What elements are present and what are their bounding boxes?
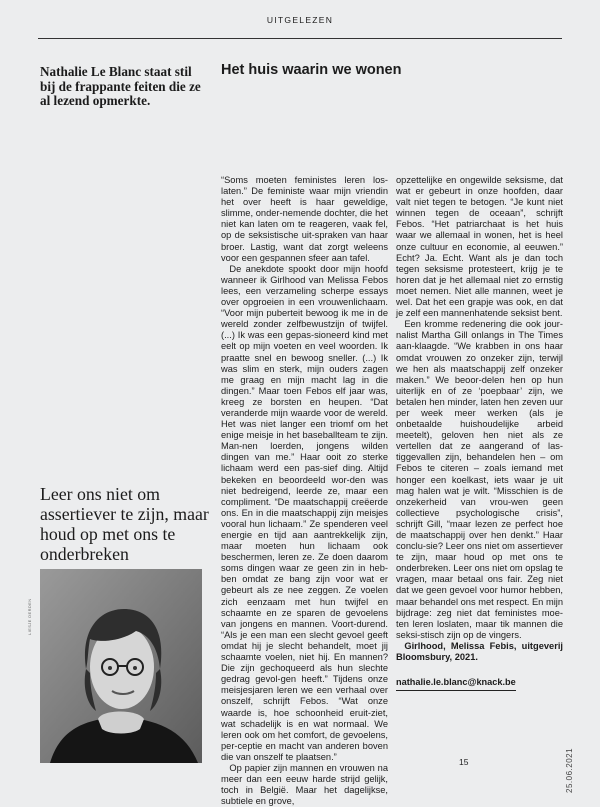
article-title: Het huis waarin we wonen [221, 62, 402, 78]
section-label: UITGELEZEN [266, 15, 334, 25]
issue-date: 25.06.2021 [565, 747, 574, 793]
intro-text: Nathalie Le Blanc staat stil bij de frappante feiten die ze al lezend opmerkte. [40, 64, 201, 108]
paragraph: “Soms moeten feministes leren los-laten.” De feministe waar mijn vriendin het over heeft is haar geweldige, slimme, onder-nemende dochter, die het niet kan laten om te reageren, vaak fel, op de seksistische uit-spraken van haar broer. Lastig, want dat zorgt weleens voor een gespannen sfeer aan tafel. [221, 175, 388, 263]
paragraph: De anekdote spookt door mijn hoofd wanneer ik Girlhood van Melissa Febos lees, een verzameling scherpe essays over opgroeien in een vrouwenlichaam. “Voor mijn puberteit bewoog ik me in de wereld zonder zelfbewustzijn of twijfel. (...) Ik was een gepas-sioneerd kind met eelt op mijn voeten en veel woorden. Ik praatte snel en bewoog sneller. (...) Ik was slim en sterk, mijn ouders zagen me graag en mijn macht lag in die dingen.” Maar toen Febos elf jaar was, kreeg ze borsten en heupen. “Dat veranderde mijn waarde voor de wereld. Het was niet langer een triomf om het enige meisje in het baseballteam te zijn. Man-nen loerden, jongens wilden dingen van me.” Haar ooit zo sterke lichaam werd een pas-sief ding. Altijd bekeken en beoordeeld wor-den was niet bedreigend, leerde ze, maar een compliment. “De maatschappij creëerde ons. En in die maatschappij zijn meisjes vooral hun lichaam.” Ze spenderen veel energie en tijd aan aantrekkelijk zijn, maar moeten hun lichaam ook beschermen, leren ze. Ze doen daarom soms dingen waar ze geen zin in heb-ben omdat ze bang zijn voor wat er gebeurt als ze nee zeggen. Ze voelen zich eenzaam met hun twijfel en schaamte en ze sparen de gevoelens van jongens en mannen. Voort-durend. “Als je een man een slecht gevoel geeft omdat hij je slecht behandelt, moet jij schaamte voelen, niet hij. En mannen? Die zijn gechoqueerd als hun slechte gedrag gevol-gen heeft.” Tijdens onze meisjesjaren leren we een verhaal over onszelf, schrijft Febos. “Wat onze waarde is, hoe schoonheid eruit-ziet, wat schadelijk is en wat normaal. We leren ook om het comfort, de gevoelens, per-ceptie en macht van anderen boven die van onszelf te plaatsen.” [221, 263, 388, 762]
author-email-link[interactable]: nathalie.le.blanc@knack.be [396, 677, 516, 691]
pull-quote: Leer ons niet om assertiever te zijn, maar houd op met ons te onderbreken [40, 484, 209, 564]
paragraph: Op papier zijn mannen en vrouwen na meer dan een eeuw harde strijd gelijk, toch in België. Maar het dagelijkse, subtiele en grove, [221, 762, 388, 807]
article-column-2 [396, 175, 563, 691]
paragraph: opzettelijke en ongewilde seksisme, dat wat er gebeurt in onze hoofden, daar valt niet tegen te betogen. “Je kunt niet winnen tegen de oceaan”, schrijft Febos. “Het patriarchaat is het huis waar we allemaal in wonen, het is heel onze cultuur en economie, al eeuwen.” Echt? Ja. Echt. Want als je dan toch tegen seksisme protesteert, krijg je te horen dat je het allemaal niet zo ernstig moet nemen. Niet alle mannen, weet je wel. Dat het een grapje was ook, en dat je zelf een mannenhatende seksist bent. [396, 175, 563, 319]
header-divider [38, 38, 562, 39]
paragraph: Een kromme redenering die ook jour-nalist Martha Gill onlangs in The Times aan-klaagde. “We krabben in ons haar omdat vrouwen zo onzeker zijn, terwijl we hen als maatschappij zelf onzeker maken.” We beoor-delen hen op hun uiterlijk en of ze ‘poepbaar’ zijn, we betalen hen minder, laten hen zeven uur per week meer werken (als je onbetaalde huishoudelijke arbeid meetelt), geloven hen niet als ze vertellen dat ze aangerand of las-tiggevallen zijn, behandelen hen – om Febos te citeren – zoals iemand met honger een koelkast, iets waar je uit mag halen wat je wilt. “Misschien is de onzekerheid van vrou-wen geen collectieve psychologische crisis”, schrijft Gill, “maar lezen ze perfect hoe de maatschappij over hen denkt.” Haar conclu-sie? Leer ons niet om assertiever te zijn, maar houd op met ons te onderbreken. Leer ons niet om opslag te vragen, maar betaal ons fair. Zeg niet dat we geen gevoel voor humor hebben, maar behandel ons met respect. En mijn bijdrage: zeg niet dat feministes moe-ten leren loslaten, maar tik mannen die seksi-stisch zijn op de vingers. [396, 319, 563, 640]
page-number: 15 [459, 757, 469, 767]
book-source: Girlhood, Melissa Febis, uitgeverij Bloomsbury, 2021. [396, 640, 563, 663]
author-photo [40, 569, 202, 763]
photo-credit: LIESJE DERDEN [27, 598, 32, 635]
article-column-1 [221, 175, 388, 807]
